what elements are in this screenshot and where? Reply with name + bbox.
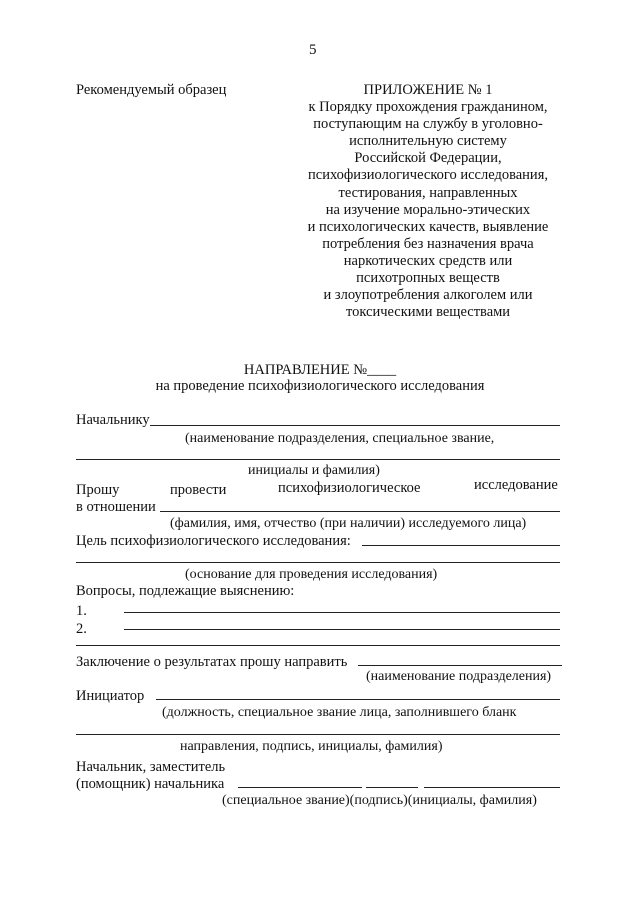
- page-number: 5: [309, 42, 317, 58]
- head-hint: (специальное звание)(подпись)(инициалы, фамилия): [222, 793, 537, 808]
- chief-label: Начальнику: [76, 412, 150, 428]
- appendix-line: и злоупотребления алкоголем или: [323, 287, 533, 304]
- appendix-line: исполнительную систему: [349, 133, 507, 150]
- chief-field-continuation[interactable]: [76, 459, 560, 460]
- questions-label: Вопросы, подлежащие выяснению:: [76, 583, 295, 599]
- appendix-line: наркотических средств или: [343, 252, 513, 269]
- purpose-field[interactable]: [362, 545, 560, 546]
- initiator-hint: (должность, специальное звание лица, заполнившего бланк: [162, 705, 517, 720]
- question-1-field[interactable]: [124, 612, 560, 613]
- initiator-hint-2: направления, подпись, инициалы, фамилия): [180, 739, 443, 754]
- initiator-label: Инициатор: [76, 688, 145, 704]
- head-label-2: (помощник) начальника: [76, 776, 225, 792]
- initiator-field-continuation[interactable]: [76, 734, 560, 735]
- chief-field[interactable]: [150, 425, 560, 426]
- appendix-line: Российской Федерации,: [354, 150, 502, 167]
- conclusion-label: Заключение о результатах прошу направить: [76, 654, 348, 670]
- appendix-line: потребления без назначения врача: [322, 235, 534, 252]
- conclusion-field[interactable]: [358, 665, 562, 666]
- sample-label: Рекомендуемый образец: [76, 82, 227, 98]
- appendix-block: [288, 82, 568, 321]
- form-title: НАПРАВЛЕНИЕ №____: [243, 362, 397, 378]
- question-number: 1.: [76, 603, 87, 619]
- appendix-line: психотропных веществ: [356, 270, 500, 287]
- appendix-line: на изучение морально-этических: [325, 201, 531, 218]
- purpose-hint: (основание для проведения исследования): [185, 567, 438, 582]
- chief-hint-2: инициалы и фамилия): [248, 463, 380, 478]
- purpose-field-continuation[interactable]: [76, 562, 560, 563]
- appendix-line: психофизиологического исследования,: [308, 167, 548, 184]
- form-subtitle: на проведение психофизиологического исследования: [155, 378, 485, 394]
- question-2-field[interactable]: [124, 629, 560, 630]
- request-word: Прошу: [76, 482, 120, 498]
- head-rank-field[interactable]: [238, 787, 362, 788]
- regarding-hint: (фамилия, имя, отчество (при наличии) исследуемого лица): [170, 516, 527, 531]
- regarding-field[interactable]: [160, 511, 560, 512]
- appendix-line: токсическими веществами: [345, 304, 511, 321]
- conclusion-hint: (наименование подразделения): [366, 669, 552, 684]
- request-word: исследование: [474, 477, 558, 493]
- purpose-label: Цель психофизиологического исследования:: [76, 533, 351, 549]
- appendix-title: ПРИЛОЖЕНИЕ № 1: [363, 82, 493, 98]
- appendix-line: и психологических качеств, выявление: [307, 218, 549, 235]
- chief-hint: (наименование подразделения, специальное звание,: [185, 431, 495, 446]
- appendix-line: тестирования, направленных: [338, 184, 518, 201]
- request-word: психофизиологическое: [278, 480, 421, 496]
- head-signature-field[interactable]: [366, 787, 418, 788]
- appendix-line: к Порядку прохождения гражданином,: [308, 99, 548, 116]
- questions-extra-field[interactable]: [76, 645, 560, 646]
- head-label: Начальник, заместитель: [76, 759, 226, 775]
- request-word: провести: [170, 482, 227, 498]
- head-name-field[interactable]: [424, 787, 560, 788]
- regarding-label: в отношении: [76, 499, 156, 515]
- question-number: 2.: [76, 621, 87, 637]
- initiator-field[interactable]: [156, 699, 560, 700]
- appendix-line: поступающим на службу в уголовно-: [313, 116, 543, 133]
